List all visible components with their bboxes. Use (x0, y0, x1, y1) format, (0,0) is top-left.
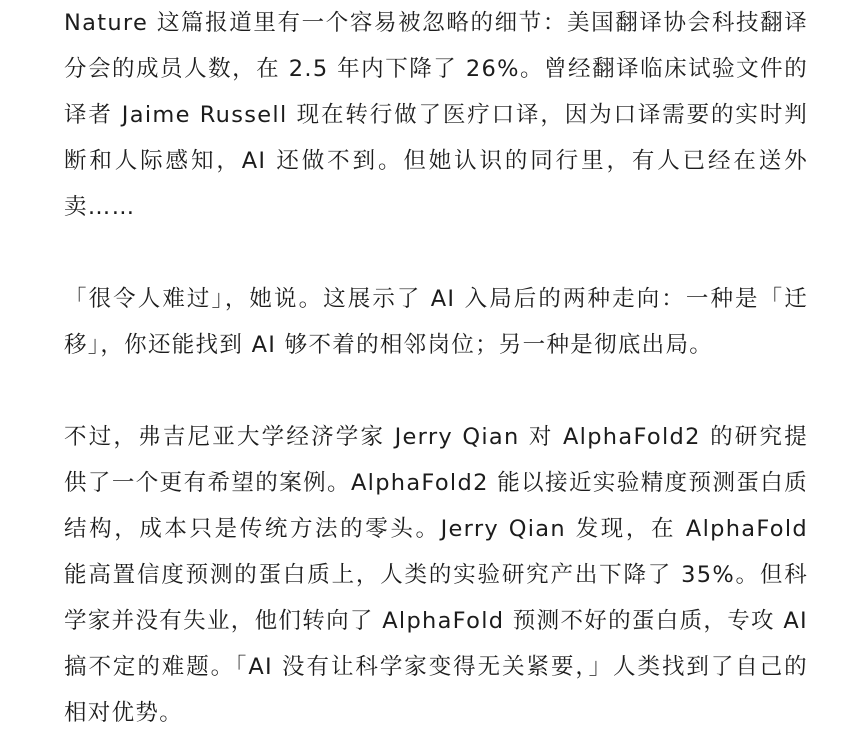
paragraph-migration: 「很令人难过」，她说。这展示了 AI 入局后的两种走向：一种是「迁移」，你还能找到 AI 够不着的相邻岗位；另一种是彻底出局。 (64, 286, 808, 358)
paragraph-alphafold: 不过，弗吉尼亚大学经济学家 Jerry Qian 对 AlphaFold2 的研究提供了一个更有希望的案例。AlphaFold2 能以接近实验精度预测蛋白质结构，成本只是传统方法的零头。Jerry Qian 发现，在 AlphaFold 能高置信度预测的蛋白质上，人类的实验研究产出下降了 35%。但科学家并没有失业，他们转向了 AlphaFold 预测不好的蛋白质，专攻 AI 搞不定的难题。「AI 没有让科学家变得无关紧要，」人类找到了自己的相对优势。 (64, 424, 808, 726)
article-body (64, 0, 808, 736)
paragraph-translators: Nature 这篇报道里有一个容易被忽略的细节：美国翻译协会科技翻译分会的成员人数，在 2.5 年内下降了 26%。曾经翻译临床试验文件的译者 Jaime Russell 现在转行做了医疗口译，因为口译需要的实时判断和人际感知，AI 还做不到。但她认识的同行里，有人已经在送外卖…… (64, 10, 808, 220)
